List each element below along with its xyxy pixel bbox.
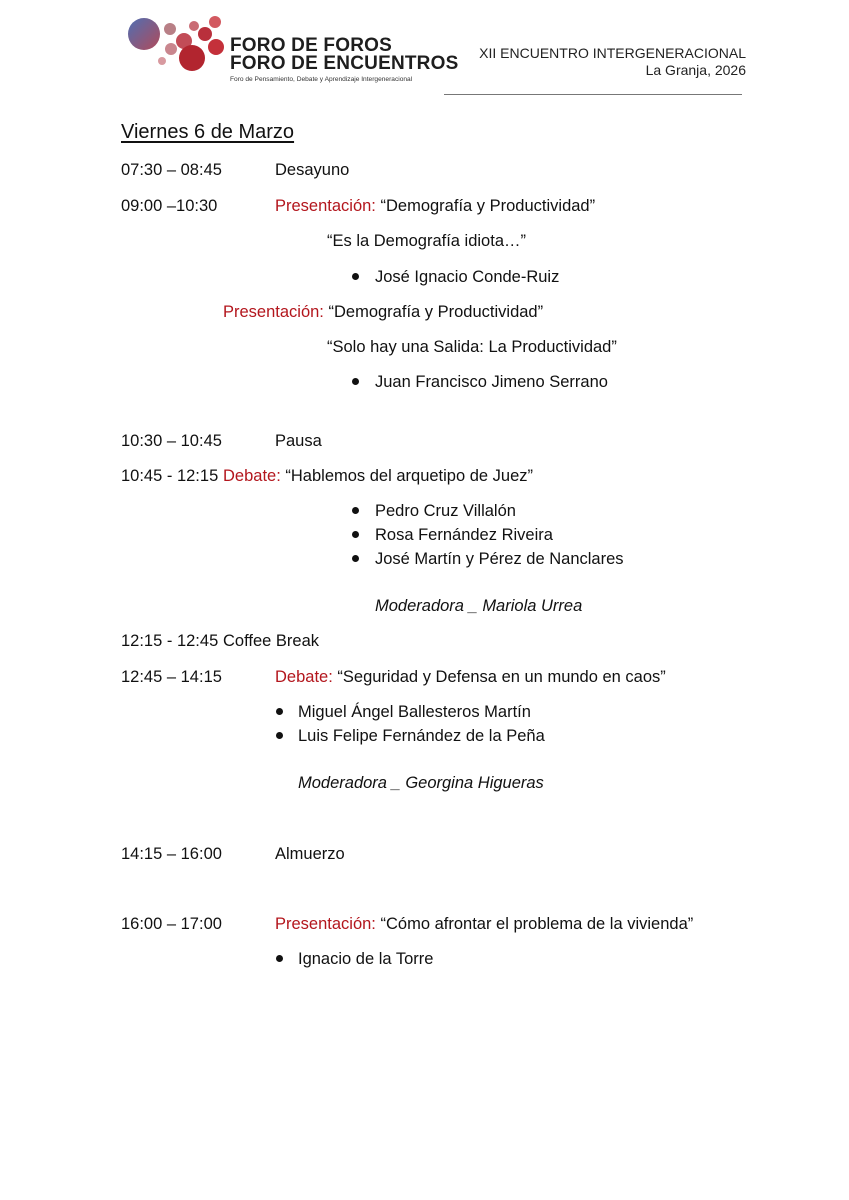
session-kind: Debate: [275,668,333,686]
time-slot: 09:00 –10:30 [121,197,218,215]
header-rule [444,94,742,95]
bullet [352,507,359,514]
time-slot: 10:30 – 10:45 [121,432,222,450]
speaker-name: Pedro Cruz Villalón [375,502,516,520]
session-title: Pausa [275,432,322,450]
speaker-name: José Ignacio Conde-Ruiz [375,268,560,286]
session-title: “Cómo afrontar el problema de la vivienda” [380,915,694,933]
bullet [352,531,359,538]
session-line [275,196,595,216]
speaker-name: José Martín y Pérez de Nanclares [375,550,624,568]
time-slot: 12:15 - 12:45 [121,632,219,650]
session-title: “Demografía y Productividad” [328,303,544,321]
speaker-name: Juan Francisco Jimeno Serrano [375,373,608,391]
session-kind: Debate: [223,467,281,485]
time-slot: 14:15 – 16:00 [121,845,222,863]
bullet [276,708,283,715]
bullet [276,732,283,739]
logo-circles-graphic [126,14,236,84]
speaker-name: Miguel Ángel Ballesteros Martín [298,703,531,721]
session-subtitle: “Es la Demografía idiota…” [327,232,526,250]
time-slot: 10:45 - 12:15 [121,467,219,485]
speaker-name: Ignacio de la Torre [298,950,434,968]
time-slot: 07:30 – 08:45 [121,161,222,179]
session-line [223,302,543,322]
session-kind: Presentación: [223,303,324,321]
bullet [352,378,359,385]
logo [126,14,459,84]
session-title: Almuerzo [275,845,345,863]
logo-line2: FORO DE ENCUENTROS [230,53,459,74]
header-event: XII ENCUENTRO INTERGENERACIONAL [479,45,746,61]
session-title: “Seguridad y Defensa en un mundo en caos” [337,668,666,686]
session-title: Coffee Break [223,632,320,650]
moderator: Moderadora _ Mariola Urrea [375,597,583,615]
bullet [276,955,283,962]
session-kind: Presentación: [275,197,376,215]
speaker-name: Luis Felipe Fernández de la Peña [298,727,545,745]
moderator: Moderadora _ Georgina Higueras [298,774,544,792]
session-line [275,667,666,687]
day-title: Viernes 6 de Marzo [121,121,295,143]
session-subtitle: “Solo hay una Salida: La Productividad” [327,338,617,356]
session-kind: Presentación: [275,915,376,933]
session-title: “Demografía y Productividad” [380,197,596,215]
time-slot: 16:00 – 17:00 [121,915,222,933]
logo-line1: FORO DE FOROS [230,35,392,56]
time-slot: 12:45 – 14:15 [121,668,222,686]
header-place-year: La Granja, 2026 [645,62,746,78]
speaker-name: Rosa Fernández Riveira [375,526,553,544]
session-title: “Hablemos del arquetipo de Juez” [285,467,534,485]
session-line [223,466,533,486]
bullet [352,273,359,280]
bullet [352,555,359,562]
session-title: Desayuno [275,161,350,179]
session-line [275,914,693,934]
logo-tagline: Foro de Pensamiento, Debate y Aprendizaje Intergeneracional [230,76,413,83]
